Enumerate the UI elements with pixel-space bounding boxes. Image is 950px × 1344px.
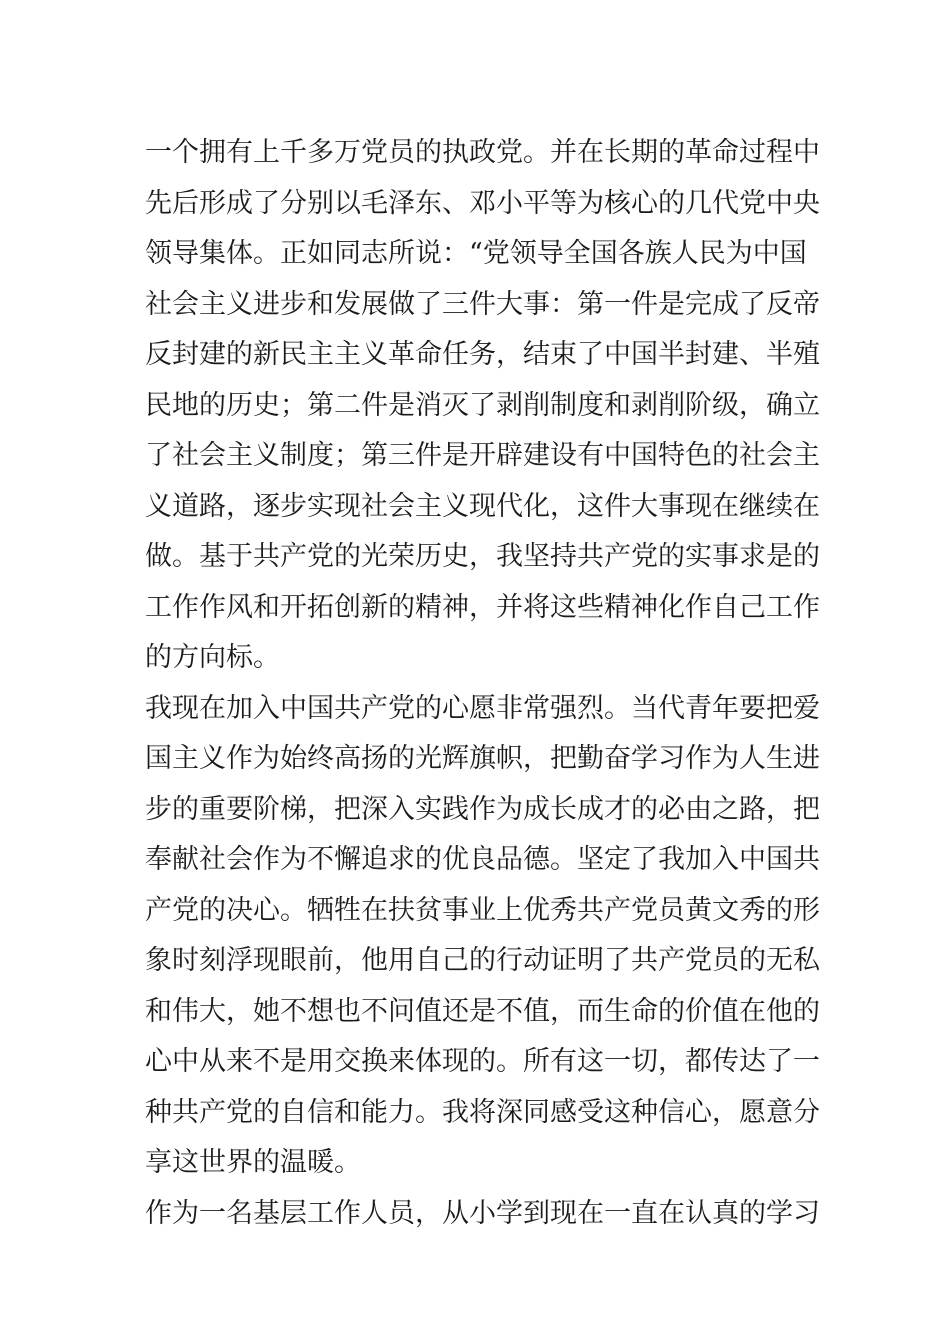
text-line: 一个拥有上千多万党员的执政党。并在长期的革命过程中 — [145, 137, 820, 168]
text-line: 义道路，逐步实现社会主义现代化，这件大事现在继续在 — [145, 490, 820, 522]
text-line: 反封建的新民主主义革命任务，结束了中国半封建、半殖 — [145, 339, 820, 370]
text-line: 象时刻浮现眼前，他用自己的行动证明了共产党员的无私 — [145, 945, 820, 976]
paragraph-2 — [145, 684, 825, 1189]
text-line: 工作作风和开拓创新的精神，并将这些精神化作自己工作 — [145, 591, 820, 623]
text-line: 国主义作为始终高扬的光辉旗帜，把勤奋学习作为人生进 — [145, 743, 820, 774]
text-line: 种共产党的自信和能力。我将深同感受这种信心，愿意分 — [145, 1096, 820, 1128]
text-line: 了社会主义制度；第三件是开辟建设有中国特色的社会主 — [145, 440, 820, 471]
text-line: 社会主义进步和发展做了三件大事：第一件是完成了反帝 — [145, 288, 820, 320]
body-text — [145, 128, 825, 1239]
paragraph-1 — [145, 128, 825, 684]
text-line: 产党的决心。牺牲在扶贫事业上优秀共产党员黄文秀的形 — [145, 894, 820, 926]
text-line: 奉献社会作为不懈追求的优良品德。坚定了我加入中国共 — [145, 844, 820, 875]
text-line: 我现在加入中国共产党的心愿非常强烈。当代青年要把爱 — [145, 692, 820, 724]
paragraph-3 — [145, 1189, 825, 1240]
text-line: 的方向标。 — [145, 642, 280, 673]
text-line: 领导集体。正如同志所说：“党领导全国各族人民为中国 — [145, 238, 807, 269]
text-line: 步的重要阶梯，把深入实践作为成长成才的必由之路，把 — [145, 793, 820, 825]
text-line: 心中从来不是用交换来体现的。所有这一切，都传达了一 — [145, 1046, 820, 1077]
text-line: 先后形成了分别以毛泽东、邓小平等为核心的几代党中央 — [145, 187, 820, 219]
text-line: 和伟大，她不想也不问值还是不值，而生命的价值在他的 — [145, 995, 820, 1027]
text-line: 民地的历史；第二件是消灭了剥削制度和剥削阶级，确立 — [145, 389, 820, 421]
text-line: 做。基于共产党的光荣历史，我坚持共产党的实事求是的 — [145, 541, 820, 572]
text-line: 享这世界的温暖。 — [145, 1147, 361, 1178]
text-line: 作为一名基层工作人员，从小学到现在一直在认真的学习 — [145, 1197, 820, 1229]
